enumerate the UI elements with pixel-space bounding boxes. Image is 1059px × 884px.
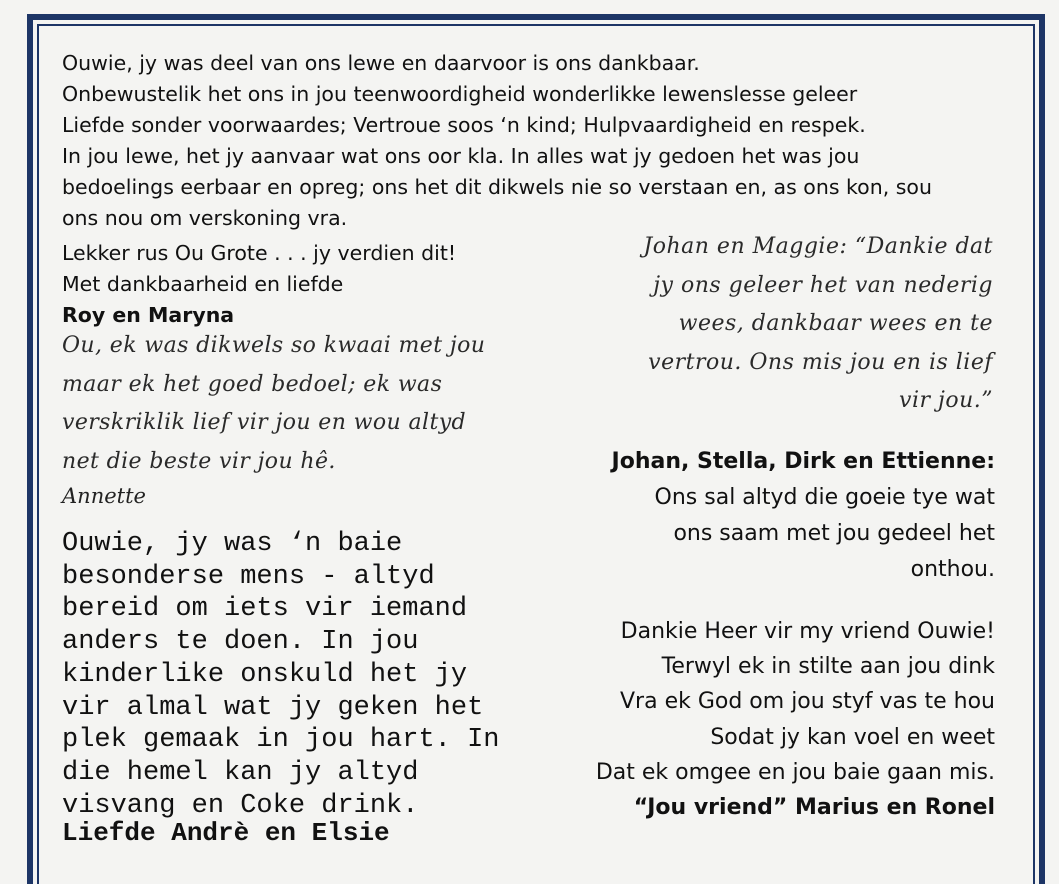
johan-maggie-line: wees, dankbaar wees en te: [678, 311, 993, 336]
andre-elsie-signature: Liefde Andrè en Elsie: [62, 818, 390, 848]
poem-line: Terwyl ek in stilte aan jou dink: [661, 654, 995, 680]
johan-stella-name: Johan, Stella, Dirk en Ettienne:: [611, 449, 995, 474]
andre-elsie-line: bereid om iets vir iemand: [62, 594, 468, 625]
johan-maggie-message: [643, 228, 993, 421]
andre-elsie-line: anders te doen. In jou: [62, 627, 419, 658]
poem-line: Dankie Heer vir my vriend Ouwie!: [620, 619, 995, 644]
johan-maggie-line: “Dankie dat: [847, 234, 993, 259]
johan-maggie-line: jy ons geleer het van nederig: [653, 272, 993, 298]
johan-stella-line: Ons sal altyd die goeie tye wat: [654, 485, 995, 510]
top-message-line: Onbewustelik het ons in jou teenwoordigheid wonderlikke lewenslesse geleer: [62, 82, 858, 106]
andre-elsie-line: die hemel kan jy altyd: [62, 757, 419, 788]
top-message-line: Liefde sonder voorwaardes; Vertroue soos ‘n kind; Hulpvaardigheid en respek.: [62, 113, 866, 137]
top-message-line: Ouwie, jy was deel van ons lewe en daarvoor is ons dankbaar.: [62, 51, 700, 75]
annette-line: Ou, ek was dikwels so kwaai met jou: [62, 333, 486, 358]
johan-maggie-line: vertrou. Ons mis jou en is lief: [648, 349, 993, 375]
top-message-line: In jou lewe, het jy aanvaar wat ons oor kla. In alles wat jy gedoen het was jou: [62, 144, 860, 168]
marius-ronel-signature: “Jou vriend” Marius en Ronel: [633, 795, 995, 821]
johan-maggie-line: vir jou.”: [899, 388, 993, 413]
poem-line: Vra ek God om jou styf vas te hou: [620, 689, 995, 715]
annette-message: [62, 327, 485, 481]
roy-maryna-signature: Roy en Maryna: [62, 303, 235, 327]
johan-stella-line: ons saam met jou gedeel het: [673, 521, 995, 546]
roy-maryna-message: [62, 238, 456, 331]
johan-maggie-name: Johan en Maggie:: [643, 234, 848, 259]
annette-line: net die beste vir jou hê.: [62, 448, 336, 474]
annette-signature: Annette: [62, 484, 146, 508]
andre-elsie-line: plek gemaak in jou hart. In: [62, 725, 500, 756]
andre-elsie-line: visvang en Coke drink.: [62, 790, 419, 821]
roy-maryna-line: Lekker rus Ou Grote . . . jy verdien dit!: [62, 241, 457, 265]
marius-ronel-poem: [596, 614, 995, 825]
roy-maryna-line: Met dankbaarheid en liefde: [62, 272, 344, 296]
andre-elsie-line: kinderlike onskuld het jy: [62, 659, 468, 690]
top-message-line: ons nou om verskoning vra.: [62, 206, 348, 230]
johan-maggie-first-line: [643, 228, 993, 267]
annette-line: maar ek het goed bedoel; ek was: [62, 371, 443, 397]
poem-line: Dat ek omgee en jou baie gaan mis.: [595, 759, 995, 785]
top-message: [62, 48, 932, 234]
annette-line: verskriklik lief vir jou en wou altyd: [62, 410, 467, 435]
andre-elsie-line: vir almal wat jy geken het: [62, 692, 484, 723]
top-message-line: bedoelings eerbaar en opreg; ons het dit dikwels nie so verstaan en, as ons kon, sou: [62, 175, 932, 199]
andre-elsie-line: Ouwie, jy was ‘n baie: [62, 529, 403, 559]
andre-elsie-message: [62, 528, 499, 822]
johan-stella-line: onthou.: [910, 557, 995, 582]
andre-elsie-line: besonderse mens - altyd: [62, 561, 435, 592]
johan-stella-message: [612, 444, 995, 588]
poem-line: Sodat jy kan voel en weet: [710, 724, 995, 750]
